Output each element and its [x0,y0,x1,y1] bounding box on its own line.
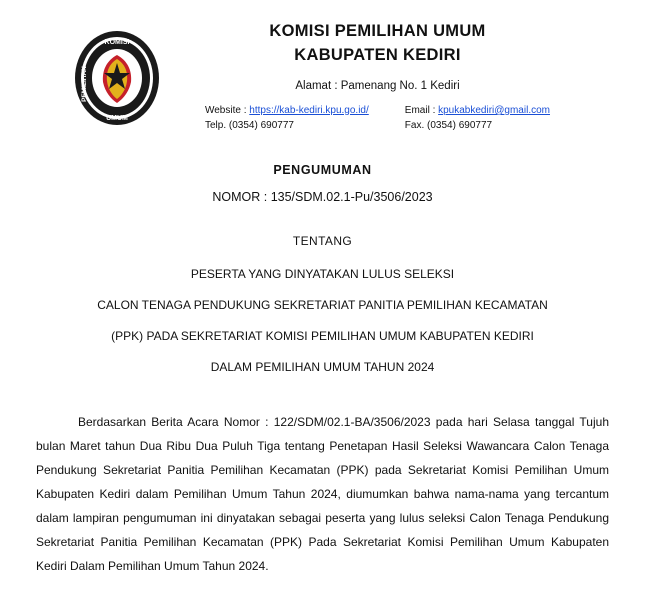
contact-col-right [405,103,550,133]
email-link[interactable]: kpukabkediri@gmail.com [438,104,550,116]
contact-col-left [205,103,369,133]
organization-name-line2: KABUPATEN KEDIRI [294,45,461,64]
title-block [36,163,609,376]
organization-name-line1: KOMISI PEMILIHAN UMUM [269,22,486,40]
letterhead [36,14,609,133]
office-address: Alamat : Pamenang No. 1 Kediri [295,79,460,92]
letterhead-text [146,14,609,133]
website-link[interactable]: https://kab-kediri.kpu.go.id/ [249,104,369,116]
kpu-logo-icon [72,28,162,128]
subject-line-1: PESERTA YANG DINYATAKAN LULUS SELEKSI [190,266,455,281]
document-number: NOMOR : 135/SDM.02.1-Pu/3506/2023 [212,189,433,204]
email-line [405,103,550,118]
subject-line-4: DALAM PEMILIHAN UMUM TAHUN 2024 [210,359,435,374]
svg-text:UMUM: UMUM [106,115,128,122]
document-type-heading: PENGUMUMAN [273,162,372,177]
svg-text:KOMISI: KOMISI [104,39,130,46]
email-label: Email : [404,104,436,116]
subject-line-2: CALON TENAGA PENDUKUNG SEKRETARIAT PANITIA PEMILIHAN KECAMATAN [97,297,548,312]
body-paragraph-1: Berdasarkan Berita Acara Nomor : 122/SDM/02.1-BA/3506/2023 pada hari Selasa tanggal Tujuh bulan Maret tahun Dua Ribu Dua Puluh Tiga tentang Penetapan Hasil Seleksi Wawancara Calon Tenaga Pendukung Sekretariat Panitia Pemilihan Kecamatan (PPK) pada Sekretariat Komisi Pemilihan Umum Kabupaten Kediri dalam Pemilihan Umum Tahun 2024, diumumkan bahwa nama-nama yang tercantum dalam lampiran pengumuman ini dinyatakan sebagai peserta yang lulus seleksi Calon Tenaga Pendukung Sekretariat Panitia Pemilihan Kecamatan (PPK) Pada Sekretariat Komisi Pemilihan Umum Kabupaten Kediri Dalam Pemilihan Umum Tahun 2024. [36,414,609,573]
telephone-line: Telp. (0354) 690777 [204,119,294,131]
website-label: Website : [204,104,247,116]
about-heading: TENTANG [292,233,353,248]
website-line [205,103,369,118]
svg-text:PEMILIHAN: PEMILIHAN [81,66,88,102]
fax-line: Fax. (0354) 690777 [404,119,493,131]
subject-line-3: (PPK) PADA SEKRETARIAT KOMISI PEMILIHAN UMUM KABUPATEN KEDIRI [111,328,534,343]
contact-row [146,103,609,133]
